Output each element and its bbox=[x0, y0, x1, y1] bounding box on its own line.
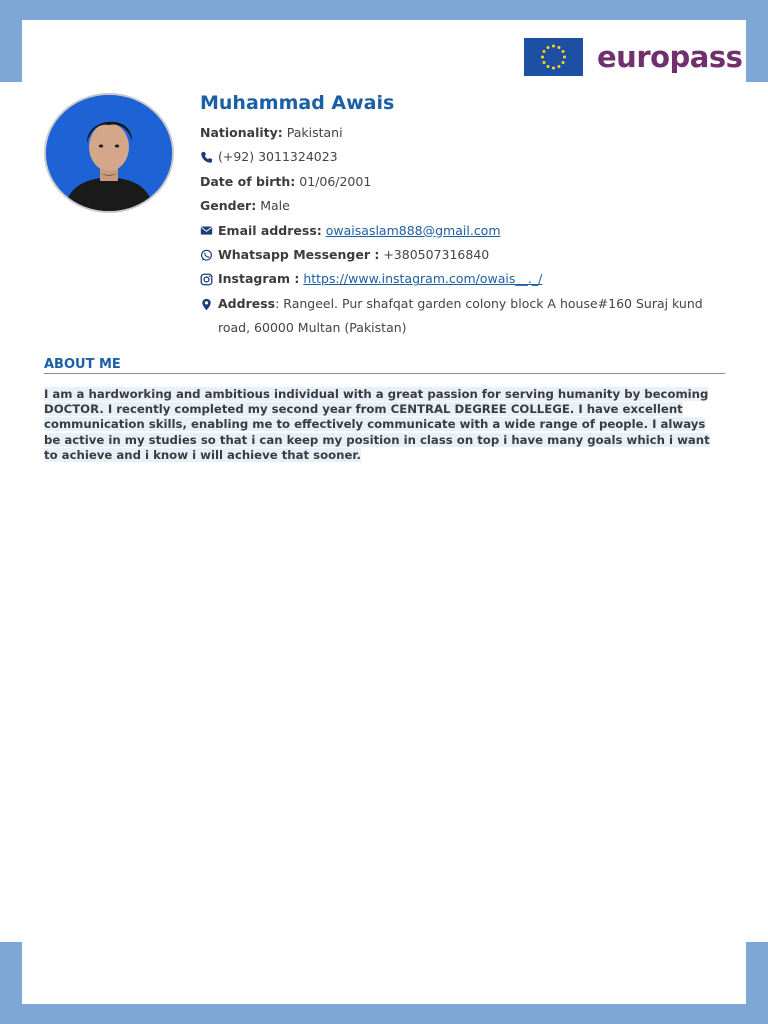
dob-row bbox=[200, 170, 725, 194]
whatsapp-row bbox=[200, 243, 725, 267]
profile-photo bbox=[44, 93, 174, 213]
frame-top bbox=[0, 0, 768, 20]
email-label: Email address: bbox=[218, 222, 322, 238]
gender-label: Gender: bbox=[200, 198, 257, 214]
europass-logo bbox=[524, 38, 742, 76]
gender-row bbox=[200, 194, 725, 218]
instagram-link[interactable]: https://www.instagram.com/owais__._/ bbox=[303, 271, 543, 287]
map-pin-icon bbox=[200, 292, 218, 316]
instagram-label: Instagram : bbox=[218, 271, 300, 287]
nationality-row bbox=[200, 121, 725, 145]
personal-info bbox=[200, 121, 725, 341]
europass-wordmark: europass bbox=[597, 39, 743, 74]
whatsapp-value: +380507316840 bbox=[383, 247, 490, 263]
person-avatar-icon bbox=[46, 95, 172, 211]
about-me-paragraph: I am a hardworking and ambitious individual with a great passion for serving humanity by becoming DOCTOR. I recently completed my second year from CENTRAL DEGREE COLLEGE. I have excellent communication skills, enabling me to effectively communicate with a wide range of people. I always be active in my studies so that i can keep my position in class on top i have many goals which i want to achieve and i know i will achieve that sooner. bbox=[44, 387, 710, 462]
address-value: : Rangeel. Pur shafqat garden colony block A house#160 Suraj kund road, 60000 Multan (Pakistan) bbox=[218, 295, 703, 336]
frame-bottom bbox=[0, 1004, 768, 1024]
nationality-value: Pakistani bbox=[286, 125, 343, 140]
eu-flag-icon bbox=[524, 38, 583, 76]
frame-right-top bbox=[746, 0, 768, 82]
frame-left-top bbox=[0, 0, 22, 82]
address-row bbox=[200, 292, 725, 341]
frame-right-bottom bbox=[746, 942, 768, 1024]
instagram-icon bbox=[200, 267, 218, 291]
email-row bbox=[200, 219, 725, 243]
gender-value: Male bbox=[260, 198, 290, 214]
frame-left-bottom bbox=[0, 942, 22, 1024]
nationality-label: Nationality: bbox=[200, 125, 283, 140]
profile-name: Muhammad Awais bbox=[200, 92, 395, 114]
whatsapp-label: Whatsapp Messenger : bbox=[218, 247, 380, 263]
dob-label: Date of birth: bbox=[200, 173, 296, 189]
address-label: Address bbox=[218, 295, 276, 311]
about-me-heading: ABOUT ME bbox=[44, 357, 725, 374]
about-me-text bbox=[44, 387, 725, 463]
email-link[interactable]: owaisaslam888@gmail.com bbox=[325, 222, 501, 238]
envelope-icon bbox=[200, 219, 218, 243]
phone-row bbox=[200, 145, 725, 169]
instagram-row bbox=[200, 267, 725, 291]
dob-value: 01/06/2001 bbox=[299, 173, 372, 189]
phone-icon bbox=[200, 145, 218, 169]
phone-value: (+92) 3011324023 bbox=[218, 149, 338, 165]
whatsapp-icon bbox=[200, 243, 218, 267]
